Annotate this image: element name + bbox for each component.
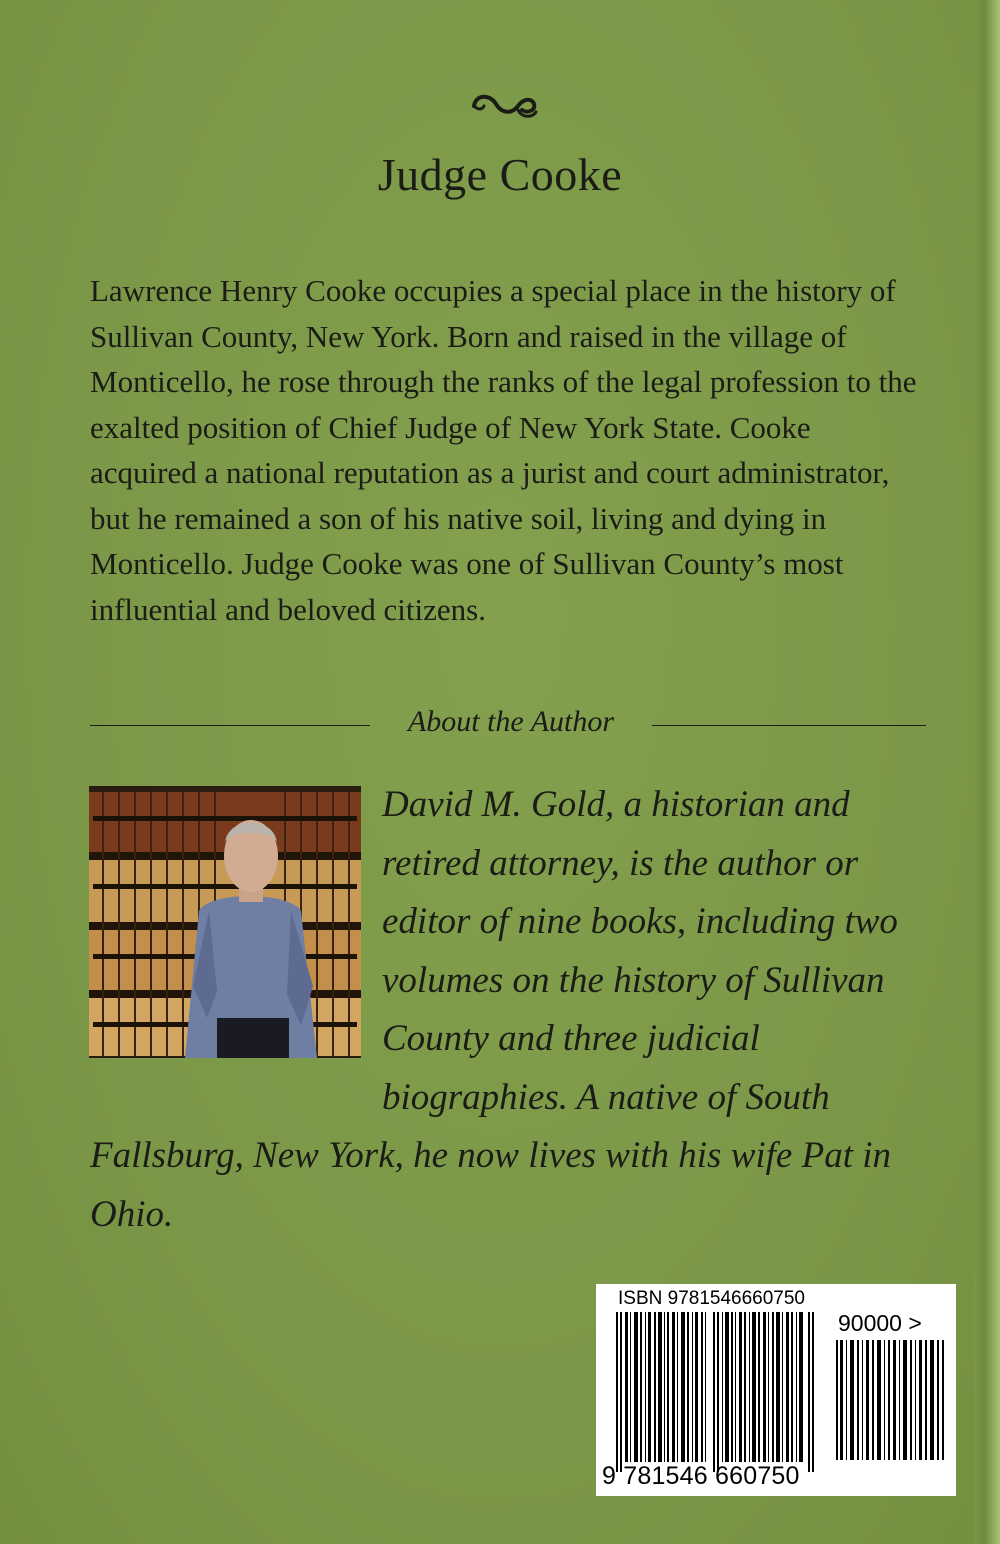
photo-wrap-space [90,776,382,1116]
isbn-label: ISBN 9781546660750 [618,1288,805,1309]
addon-bars [836,1340,946,1460]
divider-left [90,725,370,726]
barcode-bars [616,1312,818,1472]
author-bio: David M. Gold, a historian and retired attorney, is the author or editor of nine books, including two volumes on the history of Sullivan County and three judicial biographies. A native of South Fallsburg, New York, he now lives with his wife Pat in Ohio. [90,784,898,1235]
barcode-digits: 9 781546 660750 [602,1462,800,1490]
isbn-barcode [596,1284,956,1496]
about-author-heading: About the Author [407,705,615,738]
price-addon: 90000 > [838,1310,922,1336]
book-title: Judge Cooke [377,149,623,200]
cover-edge [974,0,1000,1544]
swash-ornament-icon [470,88,540,120]
author-bio-block [90,776,930,1244]
divider-right [652,725,926,726]
book-blurb: Lawrence Henry Cooke occupies a special place in the history of Sullivan County, New York. Born and raised in the village of Monticello, he rose through the ranks of the legal profession to the exalted position of Chief Judge of New York State. Cooke acquired a national reputation as a jurist and court administrator, but he remained a son of his native soil, living and dying in Monticello. Judge Cooke was one of Sullivan County’s most influential and beloved citizens. [90,273,917,627]
